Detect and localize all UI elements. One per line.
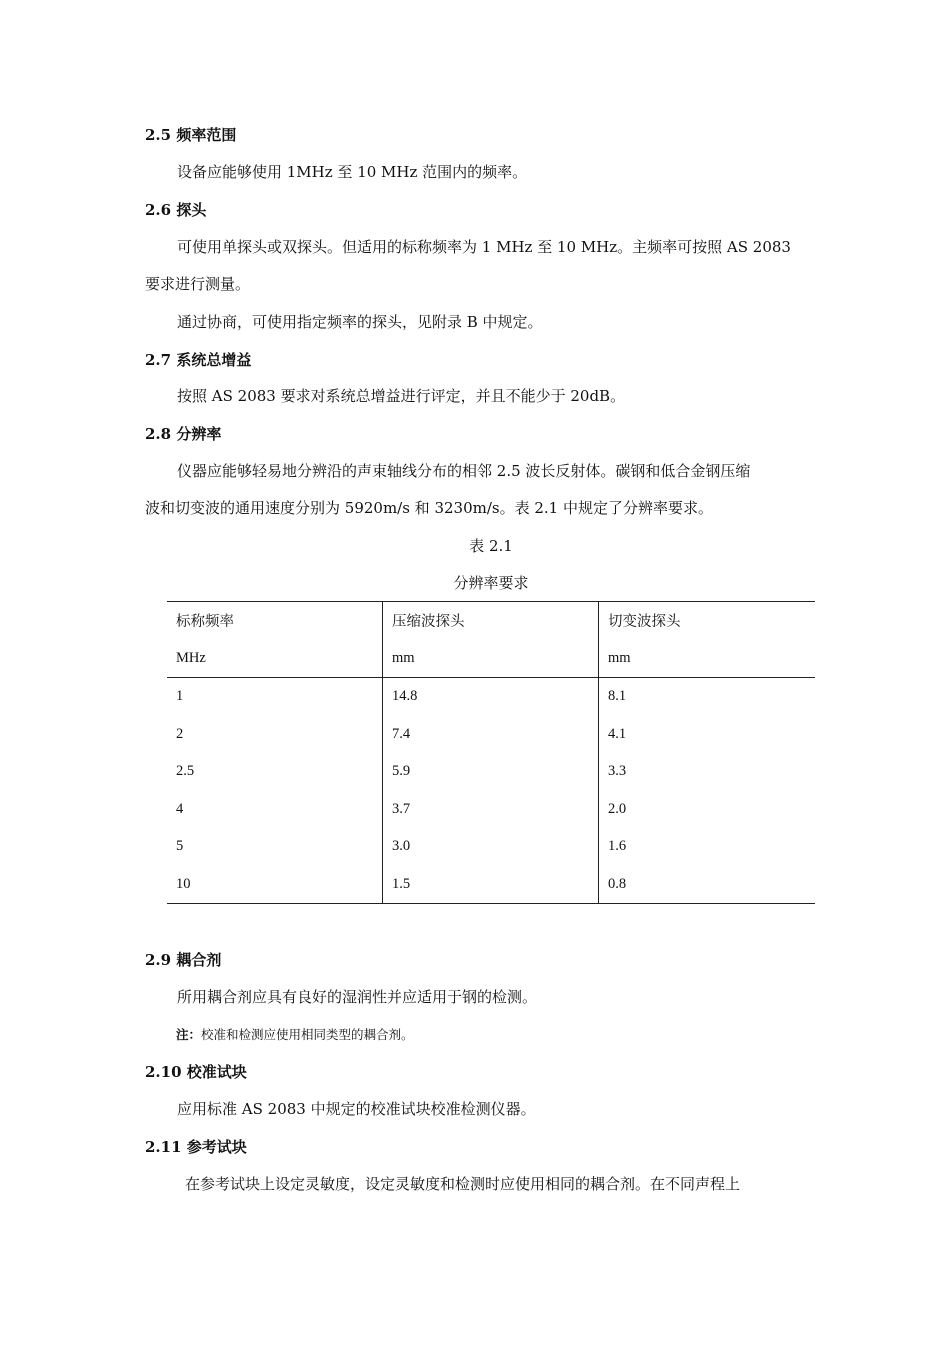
table-caption-title: 分辨率要求 xyxy=(453,574,529,592)
table-row xyxy=(167,866,815,904)
section-2-6-text-line2: 要求进行测量。 xyxy=(145,275,251,293)
section-2-6-text-line1: 可使用单探头或双探头。但适用的标称频率为 1 MHz 至 10 MHz。主频率可按照 AS 2083 xyxy=(177,238,791,256)
section-2-10-heading: 2.10 校准试块 xyxy=(145,1063,247,1081)
table-cell: 3.7 xyxy=(383,791,599,829)
table-units-cell: MHz xyxy=(167,640,383,678)
section-2-11-text: 在参考试块上设定灵敏度，设定灵敏度和检测时应使用相同的耦合剂。在不同声程上 xyxy=(185,1175,741,1193)
note-label: 注： xyxy=(176,1027,202,1042)
section-2-8-heading: 2.8 分辨率 xyxy=(145,425,222,443)
table-cell: 10 xyxy=(167,866,383,904)
table-caption-number: 表 2.1 xyxy=(469,537,513,555)
table-cell: 3.0 xyxy=(383,828,599,866)
section-2-9-note xyxy=(176,1025,414,1043)
table-cell: 3.3 xyxy=(599,753,816,791)
table-units-row xyxy=(167,640,815,678)
section-2-6-heading: 2.6 探头 xyxy=(145,201,207,219)
section-2-5-heading: 2.5 频率范围 xyxy=(145,126,237,144)
table-cell: 2.5 xyxy=(176,763,195,780)
table-row xyxy=(167,828,815,866)
table-cell: 14.8 xyxy=(383,678,599,716)
table-header-cell: 切变波探头 xyxy=(599,602,816,640)
table-cell: 4 xyxy=(176,800,184,817)
note-text: 校准和检测应使用相同类型的耦合剂。 xyxy=(201,1027,414,1042)
table-row xyxy=(167,678,815,716)
table-cell: 1 xyxy=(176,688,184,705)
table-cell: 5 xyxy=(176,838,184,855)
section-2-9-text: 所用耦合剂应具有良好的湿润性并应适用于钢的检测。 xyxy=(177,988,538,1006)
section-2-8-text-line2: 波和切变波的通用速度分别为 5920m/s 和 3230m/s。表 2.1 中规定了分辨率要求。 xyxy=(145,499,713,517)
section-2-7-text: 按照 AS 2083 要求对系统总增益进行评定，并且不能少于 20dB。 xyxy=(177,387,626,405)
table-units-cell: mm xyxy=(383,640,599,678)
table-row xyxy=(167,791,815,829)
section-2-7-heading: 2.7 系统总增益 xyxy=(145,351,252,369)
table-cell: 1.6 xyxy=(599,828,816,866)
section-2-9-heading: 2.9 耦合剂 xyxy=(145,951,222,969)
section-2-5-text: 设备应能够使用 1MHz 至 10 MHz 范围内的频率。 xyxy=(177,163,528,181)
table-row xyxy=(167,716,815,754)
table-row xyxy=(167,753,815,791)
table-cell: 0.8 xyxy=(599,866,816,904)
table-cell: 2 xyxy=(176,725,184,742)
table-cell: 2.0 xyxy=(599,791,816,829)
section-2-10-text: 应用标准 AS 2083 中规定的校准试块校准检测仪器。 xyxy=(177,1100,536,1118)
table-cell: 1.5 xyxy=(383,866,599,904)
table-cell: 4.1 xyxy=(599,716,816,754)
section-2-8-text-line1: 仪器应能够轻易地分辨沿的声束轴线分布的相邻 2.5 波长反射体。碳钢和低合金钢压缩 xyxy=(177,462,751,480)
table-header-row xyxy=(167,602,815,640)
table-header-cell: 标称频率 xyxy=(167,602,383,640)
table-cell: 5.9 xyxy=(383,753,599,791)
resolution-table xyxy=(167,601,815,904)
table-header-cell: 压缩波探头 xyxy=(383,602,599,640)
section-2-11-heading: 2.11 参考试块 xyxy=(145,1138,247,1156)
table-units-cell: mm xyxy=(599,640,816,678)
section-2-6-text-2: 通过协商，可使用指定频率的探头，见附录 B 中规定。 xyxy=(177,313,543,331)
table-cell: 7.4 xyxy=(383,716,599,754)
table-cell: 8.1 xyxy=(599,678,816,716)
